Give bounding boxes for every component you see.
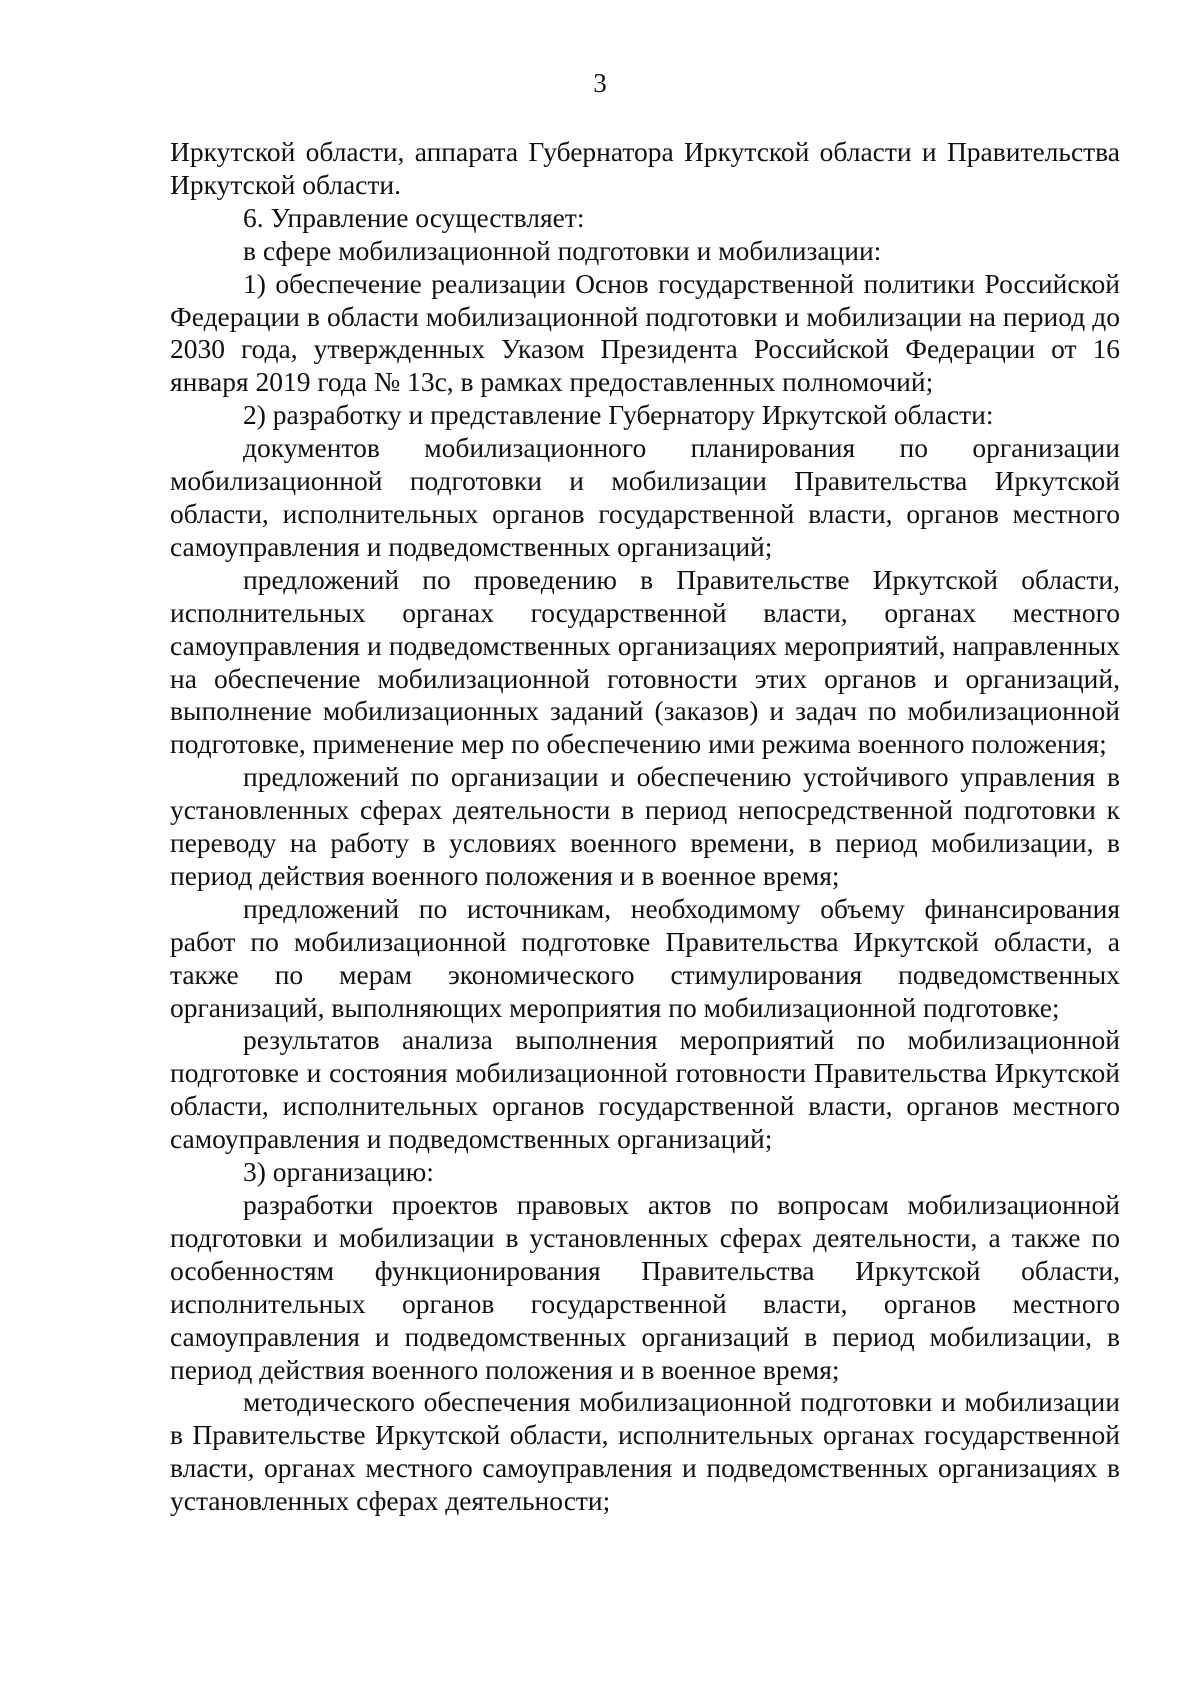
paragraph-6: документов мобилизационного планирования по организации мобилизационной подготовки и мобилизации Правительства Иркутской области, исполнительных органов государственной власти, органов местного самоуправления и подведомственных организаций; [170,432,1120,562]
paragraph-3: в сфере мобилизационной подготовки и мобилизации: [243,234,882,266]
paragraph-5: 2) разработку и представление Губернатору Иркутской области: [243,399,994,431]
paragraph-10: результатов анализа выполнения мероприятий по мобилизационной подготовке и состояния мобилизационной готовности Правительства Иркутской области, исполнительных органов государственной власти, органов местного самоуправления и подведомственных организаций; [170,1024,1120,1155]
paragraph-13: методического обеспечения мобилизационной подготовки и мобилизации в Правительстве Иркутской области, исполнительных органах государственной власти, органах местного самоуправления и подведомственных организациях в установленных сферах деятельности; [170,1386,1120,1517]
paragraph-8: предложений по организации и обеспечению устойчивого управления в установленных сферах деятельности в период непосредственной подготовки к переводу на работу в условиях военного времени, в период мобилизации, в период действия военного положения и в военное время; [170,761,1120,891]
paragraph-7: предложений по проведению в Правительстве Иркутской области, исполнительных органах государственной власти, органах местного самоуправления и подведомственных организациях мероприятий, направленных на обеспечение мобилизационной готовности этих органов и организаций, выполнение мобилизационных заданий (заказов) и задач по мобилизационной подготовке, применение мер по обеспечению ими режима военного положения; [170,563,1120,760]
paragraph-11: 3) организацию: [243,1156,434,1188]
paragraph-4: 1) обеспечение реализации Основ государственной политики Российской Федерации в области мобилизационной подготовки и мобилизации на период до 2030 года, утвержденных Указом Президента Российской Федерации от 16 января 2019 года № 13с, в рамках предоставленных полномочий; [170,267,1120,398]
page-number: 3 [593,68,607,98]
paragraph-9: предложений по источникам, необходимому объему финансирования работ по мобилизационной подготовке Правительства Иркутской области, а также по мерам экономического стимулирования подведомственных организаций, выполняющих мероприятия по мобилизационной подготовке; [170,892,1120,1023]
document-body [170,136,1120,1518]
paragraph-1: Иркутской области, аппарата Губернатора Иркутской области и Правительства Иркутской области. [170,136,1120,200]
paragraph-2: 6. Управление осуществляет: [243,201,585,233]
paragraph-12: разработки проектов правовых актов по вопросам мобилизационной подготовки и мобилизации в установленных сферах деятельности, а также по особенностям функционирования Правительства Иркутской области, исполнительных органов государственной власти, органов местного самоуправления и подведомственных организаций в период мобилизации, в период действия военного положения и в военное время; [170,1189,1120,1385]
